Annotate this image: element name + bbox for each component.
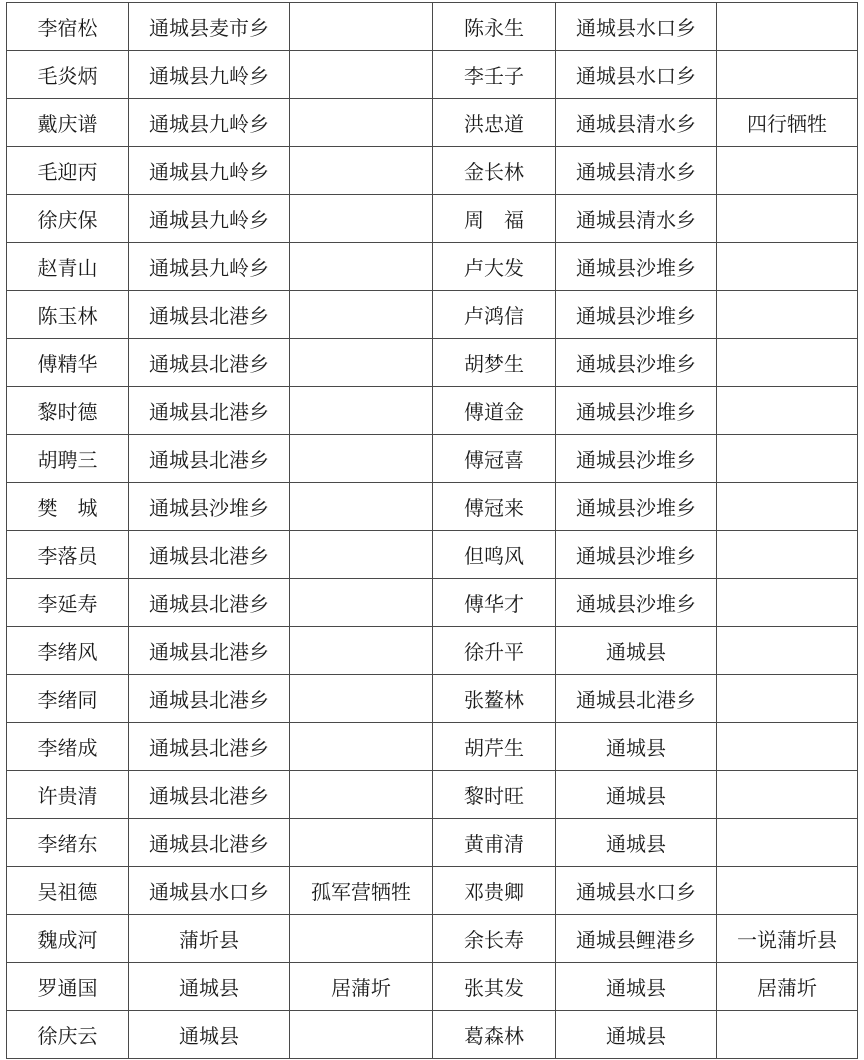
note-cell — [717, 723, 858, 771]
note-cell — [290, 1011, 433, 1059]
table-row — [7, 243, 858, 291]
note-cell — [717, 147, 858, 195]
note-cell — [290, 339, 433, 387]
name-cell: 樊 城 — [7, 483, 129, 531]
table-row — [7, 3, 858, 51]
table-row — [7, 579, 858, 627]
note-cell — [290, 291, 433, 339]
name-cell: 李绪东 — [7, 819, 129, 867]
name-cell: 李落员 — [7, 531, 129, 579]
name-cell: 黎时旺 — [433, 771, 556, 819]
origin-cell: 通城县水口乡 — [556, 867, 717, 915]
name-cell: 罗通国 — [7, 963, 129, 1011]
name-cell: 卢鸿信 — [433, 291, 556, 339]
note-cell — [290, 819, 433, 867]
note-cell — [717, 291, 858, 339]
table-row — [7, 915, 858, 963]
origin-cell: 通城县水口乡 — [556, 3, 717, 51]
name-cell: 李壬子 — [433, 51, 556, 99]
note-cell — [290, 915, 433, 963]
table-row — [7, 387, 858, 435]
origin-cell: 通城县沙堆乡 — [556, 435, 717, 483]
origin-cell: 通城县北港乡 — [129, 339, 290, 387]
table-row — [7, 627, 858, 675]
note-cell — [290, 99, 433, 147]
table-row — [7, 819, 858, 867]
name-cell: 李宿松 — [7, 3, 129, 51]
name-cell: 余长寿 — [433, 915, 556, 963]
note-cell — [717, 3, 858, 51]
note-cell — [717, 1011, 858, 1059]
origin-cell: 通城县 — [556, 723, 717, 771]
table-row — [7, 195, 858, 243]
name-cell: 徐庆云 — [7, 1011, 129, 1059]
note-cell — [717, 579, 858, 627]
name-cell: 徐升平 — [433, 627, 556, 675]
origin-cell: 蒲圻县 — [129, 915, 290, 963]
table-row — [7, 147, 858, 195]
name-cell: 黄甫清 — [433, 819, 556, 867]
name-cell: 傅冠来 — [433, 483, 556, 531]
note-cell — [290, 771, 433, 819]
origin-cell: 通城县九岭乡 — [129, 51, 290, 99]
name-cell: 张鳌林 — [433, 675, 556, 723]
table-row — [7, 339, 858, 387]
origin-cell: 通城县沙堆乡 — [556, 339, 717, 387]
note-cell — [717, 195, 858, 243]
note-cell — [717, 819, 858, 867]
name-cell: 黎时德 — [7, 387, 129, 435]
note-cell — [717, 339, 858, 387]
origin-cell: 通城县水口乡 — [556, 51, 717, 99]
table-row — [7, 291, 858, 339]
origin-cell: 通城县九岭乡 — [129, 195, 290, 243]
origin-cell: 通城县沙堆乡 — [129, 483, 290, 531]
note-cell — [290, 195, 433, 243]
origin-cell: 通城县 — [129, 1011, 290, 1059]
name-cell: 洪忠道 — [433, 99, 556, 147]
note-cell — [290, 51, 433, 99]
name-cell: 金长林 — [433, 147, 556, 195]
note-cell — [717, 243, 858, 291]
note-cell — [290, 243, 433, 291]
origin-cell: 通城县北港乡 — [129, 771, 290, 819]
origin-cell: 通城县北港乡 — [129, 531, 290, 579]
origin-cell: 通城县沙堆乡 — [556, 291, 717, 339]
name-cell: 傅道金 — [433, 387, 556, 435]
origin-cell: 通城县沙堆乡 — [556, 483, 717, 531]
name-cell: 傅精华 — [7, 339, 129, 387]
note-cell — [717, 531, 858, 579]
origin-cell: 通城县北港乡 — [129, 723, 290, 771]
origin-cell: 通城县北港乡 — [129, 435, 290, 483]
table-row — [7, 99, 858, 147]
roster-table-body — [7, 3, 858, 1059]
note-cell — [717, 771, 858, 819]
name-cell: 张其发 — [433, 963, 556, 1011]
note-cell — [290, 579, 433, 627]
table-row — [7, 675, 858, 723]
origin-cell: 通城县北港乡 — [129, 579, 290, 627]
note-cell — [290, 387, 433, 435]
origin-cell: 通城县北港乡 — [556, 675, 717, 723]
origin-cell: 通城县清水乡 — [556, 195, 717, 243]
name-cell: 魏成河 — [7, 915, 129, 963]
note-cell — [717, 387, 858, 435]
table-row — [7, 483, 858, 531]
name-cell: 胡梦生 — [433, 339, 556, 387]
table-row — [7, 1011, 858, 1059]
origin-cell: 通城县北港乡 — [129, 627, 290, 675]
name-cell: 但鸣风 — [433, 531, 556, 579]
origin-cell: 通城县麦市乡 — [129, 3, 290, 51]
note-cell — [717, 627, 858, 675]
note-cell — [717, 675, 858, 723]
table-row — [7, 867, 858, 915]
roster-table — [6, 2, 858, 1059]
note-cell — [717, 867, 858, 915]
note-cell — [290, 531, 433, 579]
origin-cell: 通城县沙堆乡 — [556, 243, 717, 291]
name-cell: 徐庆保 — [7, 195, 129, 243]
origin-cell: 通城县清水乡 — [556, 147, 717, 195]
name-cell: 许贵清 — [7, 771, 129, 819]
note-cell — [290, 723, 433, 771]
table-row — [7, 51, 858, 99]
table-row — [7, 723, 858, 771]
origin-cell: 通城县 — [556, 627, 717, 675]
origin-cell: 通城县九岭乡 — [129, 243, 290, 291]
note-cell — [290, 3, 433, 51]
note-cell — [717, 483, 858, 531]
note-cell: 孤军营牺牲 — [290, 867, 433, 915]
name-cell: 戴庆谱 — [7, 99, 129, 147]
note-cell — [290, 483, 433, 531]
table-row — [7, 771, 858, 819]
name-cell: 葛森林 — [433, 1011, 556, 1059]
name-cell: 李绪成 — [7, 723, 129, 771]
origin-cell: 通城县北港乡 — [129, 819, 290, 867]
name-cell: 李绪风 — [7, 627, 129, 675]
origin-cell: 通城县水口乡 — [129, 867, 290, 915]
origin-cell: 通城县沙堆乡 — [556, 531, 717, 579]
origin-cell: 通城县清水乡 — [556, 99, 717, 147]
origin-cell: 通城县九岭乡 — [129, 99, 290, 147]
table-row — [7, 435, 858, 483]
name-cell: 卢大发 — [433, 243, 556, 291]
name-cell: 毛迎丙 — [7, 147, 129, 195]
name-cell: 赵青山 — [7, 243, 129, 291]
name-cell: 傅华才 — [433, 579, 556, 627]
table-row — [7, 963, 858, 1011]
origin-cell: 通城县北港乡 — [129, 291, 290, 339]
note-cell: 居蒲圻 — [717, 963, 858, 1011]
note-cell: 四行牺牲 — [717, 99, 858, 147]
name-cell: 李延寿 — [7, 579, 129, 627]
note-cell — [290, 627, 433, 675]
origin-cell: 通城县北港乡 — [129, 387, 290, 435]
name-cell: 陈玉林 — [7, 291, 129, 339]
origin-cell: 通城县九岭乡 — [129, 147, 290, 195]
name-cell: 胡芹生 — [433, 723, 556, 771]
table-row — [7, 531, 858, 579]
origin-cell: 通城县鲤港乡 — [556, 915, 717, 963]
note-cell — [290, 147, 433, 195]
origin-cell: 通城县 — [556, 963, 717, 1011]
origin-cell: 通城县沙堆乡 — [556, 387, 717, 435]
origin-cell: 通城县沙堆乡 — [556, 579, 717, 627]
name-cell: 吴祖德 — [7, 867, 129, 915]
note-cell — [717, 435, 858, 483]
origin-cell: 通城县 — [556, 1011, 717, 1059]
name-cell: 陈永生 — [433, 3, 556, 51]
name-cell: 毛炎炳 — [7, 51, 129, 99]
note-cell: 一说蒲圻县 — [717, 915, 858, 963]
name-cell: 周 福 — [433, 195, 556, 243]
origin-cell: 通城县北港乡 — [129, 675, 290, 723]
origin-cell: 通城县 — [129, 963, 290, 1011]
origin-cell: 通城县 — [556, 819, 717, 867]
origin-cell: 通城县 — [556, 771, 717, 819]
note-cell — [290, 675, 433, 723]
name-cell: 胡聘三 — [7, 435, 129, 483]
note-cell — [290, 435, 433, 483]
name-cell: 李绪同 — [7, 675, 129, 723]
name-cell: 邓贵卿 — [433, 867, 556, 915]
note-cell — [717, 51, 858, 99]
note-cell: 居蒲圻 — [290, 963, 433, 1011]
name-cell: 傅冠喜 — [433, 435, 556, 483]
